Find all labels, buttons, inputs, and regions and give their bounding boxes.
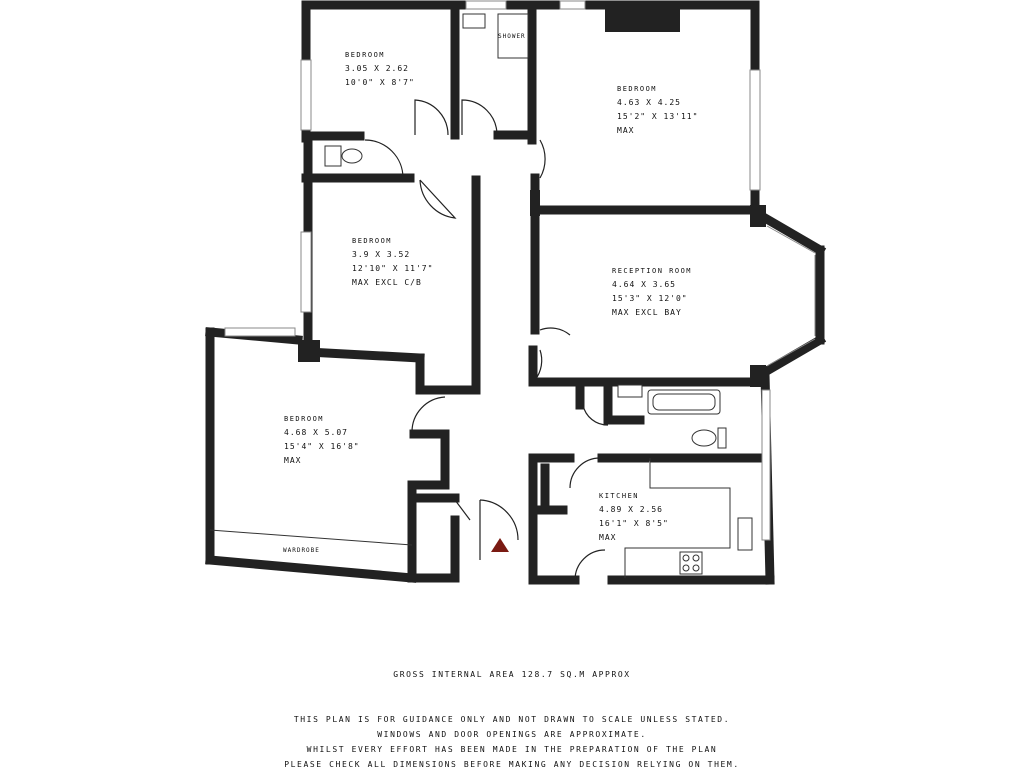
disclaimer-line: WHILST EVERY EFFORT HAS BEEN MADE IN THE PREPARATION OF THE PLAN [306,745,718,754]
chimney-breast [605,8,680,32]
entrance-marker-icon [491,538,509,552]
shower-label: SHOWER [498,33,526,40]
room-label-bedroom-large: BEDROOM 4.68 X 5.07 15'4" X 16'8" MAX [284,415,360,465]
disclaimer-line: THIS PLAN IS FOR GUIDANCE ONLY AND NOT DRAWN TO SCALE UNLESS STATED. [293,715,731,724]
basin-icon [618,385,642,397]
toilet-icon [718,428,726,448]
room-label-bedroom-top-left: BEDROOM 3.05 X 2.62 10'0" X 8'7" [345,51,415,87]
gross-area-text: GROSS INTERNAL AREA 128.7 SQ.M APPROX [393,670,631,679]
room-label-kitchen: KITCHEN 4.89 X 2.56 16'1" X 8'5" MAX [599,492,669,542]
room-label-reception: RECEPTION ROOM 4.64 X 3.65 15'3" X 12'0" MAX EXCL BAY [612,267,693,317]
disclaimer [0,712,1024,772]
sink-icon [738,518,752,550]
wardrobe-label: WARDROBE [283,547,320,554]
disclaimer-line: PLEASE CHECK ALL DIMENSIONS BEFORE MAKING ANY DECISION RELYING ON THEM. [284,760,740,769]
hob-icon [680,552,702,574]
room-label-bedroom-mid-left: BEDROOM 3.9 X 3.52 12'10" X 11'7" MAX EXCL C/B [352,237,434,287]
room-label-bedroom-top-right: BEDROOM 4.63 X 4.25 15'2" X 13'11" MAX [617,85,699,135]
disclaimer-line: WINDOWS AND DOOR OPENINGS ARE APPROXIMATE. [377,730,647,739]
doors [365,100,608,580]
